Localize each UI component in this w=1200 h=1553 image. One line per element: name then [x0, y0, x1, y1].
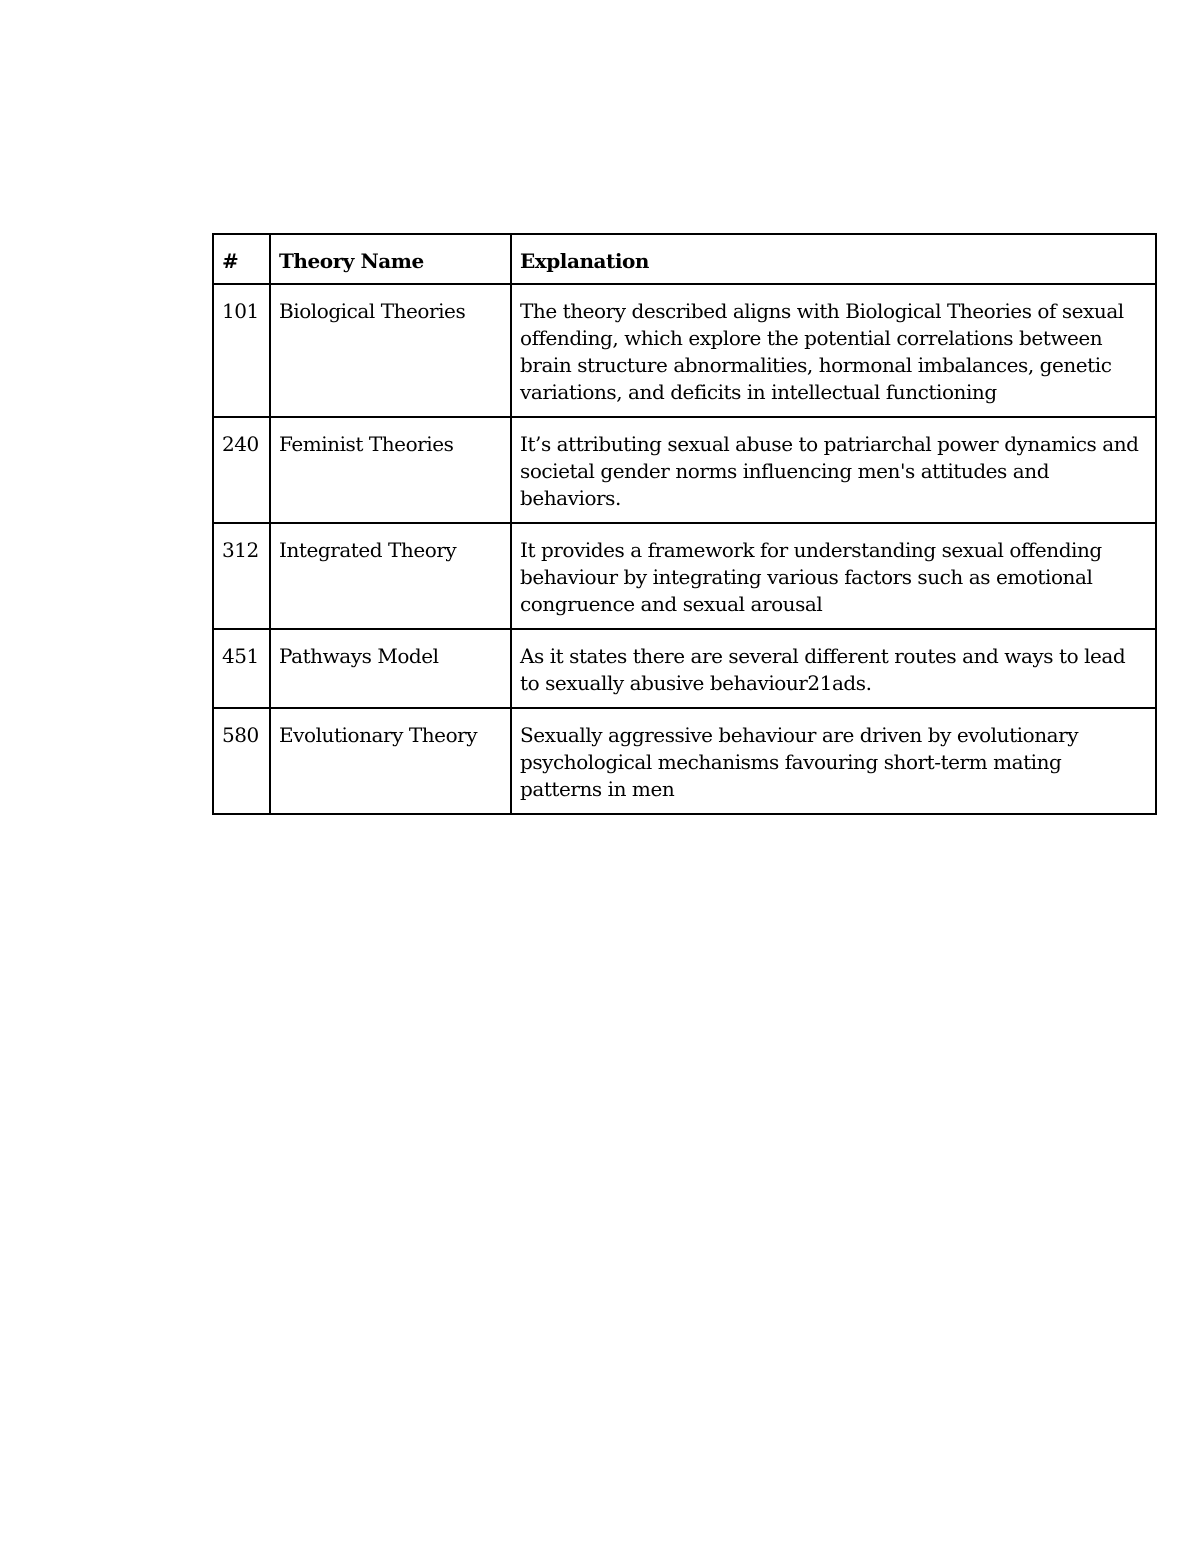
table-row: [213, 284, 1156, 417]
row-explanation: It’s attributing sexual abuse to patriarchal power dynamics and societal gender norms influencing men's attitudes and behaviors.: [511, 417, 1156, 523]
table-header-row: [213, 234, 1156, 284]
row-theory-name: Pathways Model: [270, 629, 511, 708]
header-theory-name: Theory Name: [270, 234, 511, 284]
table-row: [213, 629, 1156, 708]
row-explanation: It provides a framework for understanding sexual offending behaviour by integrating various factors such as emotional congruence and sexual arousal: [511, 523, 1156, 629]
table-row: [213, 523, 1156, 629]
header-number: #: [213, 234, 270, 284]
row-number: 580: [213, 708, 270, 814]
row-explanation: Sexually aggressive behaviour are driven by evolutionary psychological mechanisms favouring short-term mating patterns in men: [511, 708, 1156, 814]
row-number: 451: [213, 629, 270, 708]
row-number: 240: [213, 417, 270, 523]
row-theory-name: Feminist Theories: [270, 417, 511, 523]
theory-table: [212, 233, 1157, 815]
row-explanation: As it states there are several different routes and ways to lead to sexually abusive behaviour21ads.: [511, 629, 1156, 708]
header-explanation: Explanation: [511, 234, 1156, 284]
row-theory-name: Integrated Theory: [270, 523, 511, 629]
table-row: [213, 417, 1156, 523]
row-number: 101: [213, 284, 270, 417]
row-theory-name: Evolutionary Theory: [270, 708, 511, 814]
row-explanation: The theory described aligns with Biological Theories of sexual offending, which explore the potential correlations between brain structure abnormalities, hormonal imbalances, genetic variations, and deficits in intellectual functioning: [511, 284, 1156, 417]
row-theory-name: Biological Theories: [270, 284, 511, 417]
table-row: [213, 708, 1156, 814]
row-number: 312: [213, 523, 270, 629]
